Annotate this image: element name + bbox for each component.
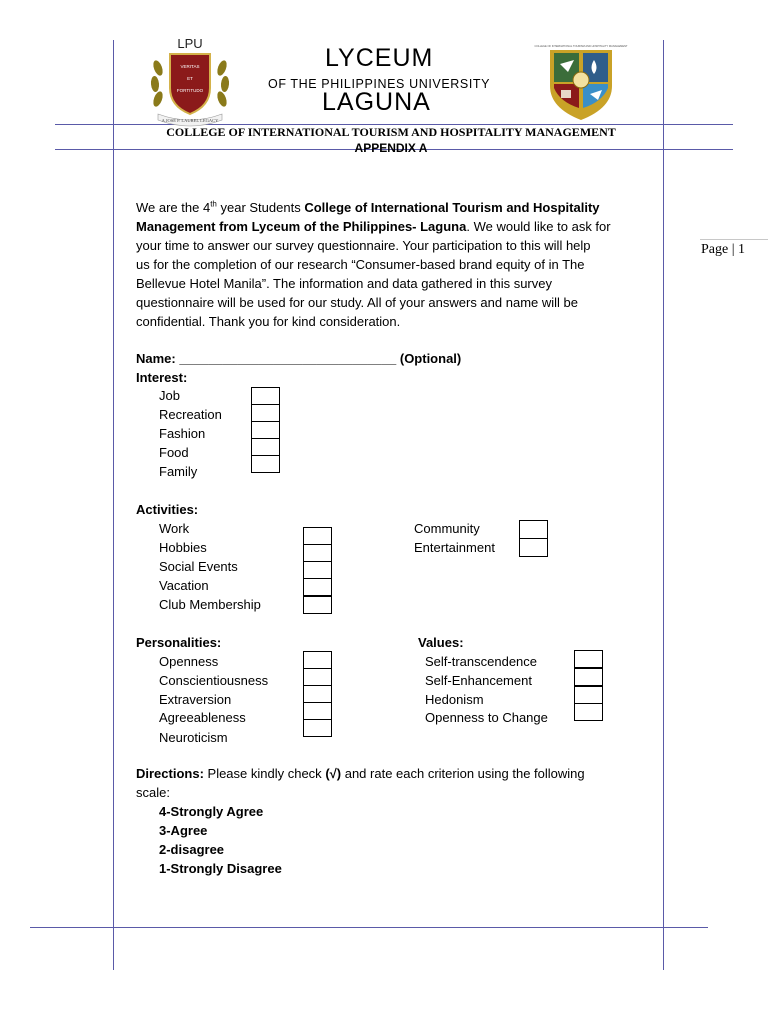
lpu-logo <box>148 36 232 124</box>
value-option-label: Hedonism <box>425 692 484 707</box>
intro-line-6: questionnaire will be used for our study. All of your answers and name will be <box>136 295 578 310</box>
university-name-middle: OF THE PHILIPPINES UNIVERSITY <box>268 77 491 91</box>
page-number: Page | 1 <box>701 242 746 257</box>
interest-food-checkbox[interactable] <box>251 438 280 456</box>
activity-vacation-checkbox[interactable] <box>303 578 332 596</box>
footer-line <box>30 927 708 928</box>
personality-neuroticism-checkbox[interactable] <box>303 719 332 737</box>
personality-extraversion-checkbox[interactable] <box>303 685 332 703</box>
personality-option-label: Conscientiousness <box>159 673 269 688</box>
activity-hobbies-checkbox[interactable] <box>303 544 332 562</box>
interest-family-checkbox[interactable] <box>251 455 280 473</box>
activity-option-label: Vacation <box>159 578 209 593</box>
activity-option-label: Work <box>159 521 190 536</box>
scale-item: 4-Strongly Agree <box>159 804 264 819</box>
value-option-label: Openness to Change <box>425 710 548 725</box>
values-heading: Values: <box>418 635 464 650</box>
activity-work-checkbox[interactable] <box>303 527 332 545</box>
personality-agreeableness-checkbox[interactable] <box>303 702 332 720</box>
lpu-logo-banner-2: ET <box>187 76 193 81</box>
activity-option-label: Hobbies <box>159 540 207 555</box>
margin-line-right <box>663 40 664 970</box>
activity-option-label: Entertainment <box>414 540 495 555</box>
name-field-label[interactable]: Name: ______________________________ (Optional) <box>136 351 462 366</box>
scale-item: 3-Agree <box>159 823 208 838</box>
personality-option-label: Extraversion <box>159 692 232 707</box>
university-name-bottom: LAGUNA <box>322 88 431 116</box>
personality-option-label: Agreeableness <box>159 710 246 725</box>
interest-job-checkbox[interactable] <box>251 387 280 405</box>
intro-paragraph <box>136 198 636 331</box>
interest-recreation-checkbox[interactable] <box>251 404 280 422</box>
check-symbol: (√) <box>325 766 342 781</box>
interest-option-label: Family <box>159 464 198 479</box>
personalities-heading: Personalities: <box>136 635 222 650</box>
activity-option-label: Community <box>414 521 480 536</box>
lpu-logo-banner-1: VERITAS <box>180 64 200 69</box>
lpu-logo-ribbon: A JOSE P. LAUREL LEGACY <box>161 118 219 123</box>
activity-option-label: Social Events <box>159 559 238 574</box>
scale-item: 1-Strongly Disagree <box>159 861 282 876</box>
directions-line-1: Directions: Please kindly check (√) and rate each criterion using the following <box>136 766 585 781</box>
interest-heading: Interest: <box>136 370 188 385</box>
intro-line-2: Management from Lyceum of the Philippines- Laguna. We would like to ask for <box>136 219 611 234</box>
activities-heading: Activities: <box>136 502 199 517</box>
interest-option-label: Job <box>159 388 180 403</box>
margin-line-left <box>113 40 114 970</box>
lpu-logo-text: LPU <box>177 36 203 51</box>
intro-line-5: Bellevue Hotel Manila”. The information and data gathered in this survey <box>136 276 552 291</box>
activity-option-label: Club Membership <box>159 597 261 612</box>
intro-line-4: us for the completion of our research “Consumer-based brand equity of in The <box>136 257 585 272</box>
intro-line-1: We are the 4th year Students College of International Tourism and Hospitality <box>136 199 600 215</box>
value-option-label: Self-transcendence <box>425 654 538 669</box>
intro-line-7: confidential. Thank you for kind consideration. <box>136 314 401 329</box>
directions-line-2: scale: <box>136 785 170 800</box>
interest-option-label: Fashion <box>159 426 206 441</box>
intro-line-3: your time to answer our survey questionnaire. Your participation to this will help <box>136 238 591 253</box>
personality-option-label: Openness <box>159 654 219 669</box>
appendix-title: APPENDIX A <box>354 141 428 155</box>
value-self-transcendence-checkbox[interactable] <box>574 650 603 668</box>
interest-option-label: Food <box>159 445 189 460</box>
value-openness-to-change-checkbox[interactable] <box>574 703 603 721</box>
personality-conscientiousness-checkbox[interactable] <box>303 668 332 686</box>
scale-item: 2-disagree <box>159 842 225 857</box>
citm-crest-text: COLLEGE OF INTERNATIONAL TOURISM AND HOSPITALITY MANAGEMENT <box>534 45 628 48</box>
value-self-enhancement-checkbox[interactable] <box>574 668 603 686</box>
college-title: COLLEGE OF INTERNATIONAL TOURISM AND HOSPITALITY MANAGEMENT <box>166 125 616 139</box>
citm-crest-logo <box>534 42 628 122</box>
university-name-top: LYCEUM <box>325 44 434 72</box>
page-label-line <box>700 239 768 240</box>
activity-club-membership-checkbox[interactable] <box>303 596 332 614</box>
interest-fashion-checkbox[interactable] <box>251 421 280 439</box>
directions-label: Directions: <box>136 766 204 781</box>
value-hedonism-checkbox[interactable] <box>574 686 603 704</box>
interest-option-label: Recreation <box>159 407 222 422</box>
lpu-logo-banner-3: FORTITUDO <box>176 88 204 93</box>
personality-openness-checkbox[interactable] <box>303 651 332 669</box>
personality-option-label: Neuroticism <box>159 730 228 745</box>
activity-social-events-checkbox[interactable] <box>303 561 332 579</box>
value-option-label: Self-Enhancement <box>425 673 532 688</box>
activity-entertainment-checkbox[interactable] <box>519 538 548 557</box>
activity-community-checkbox[interactable] <box>519 520 548 539</box>
